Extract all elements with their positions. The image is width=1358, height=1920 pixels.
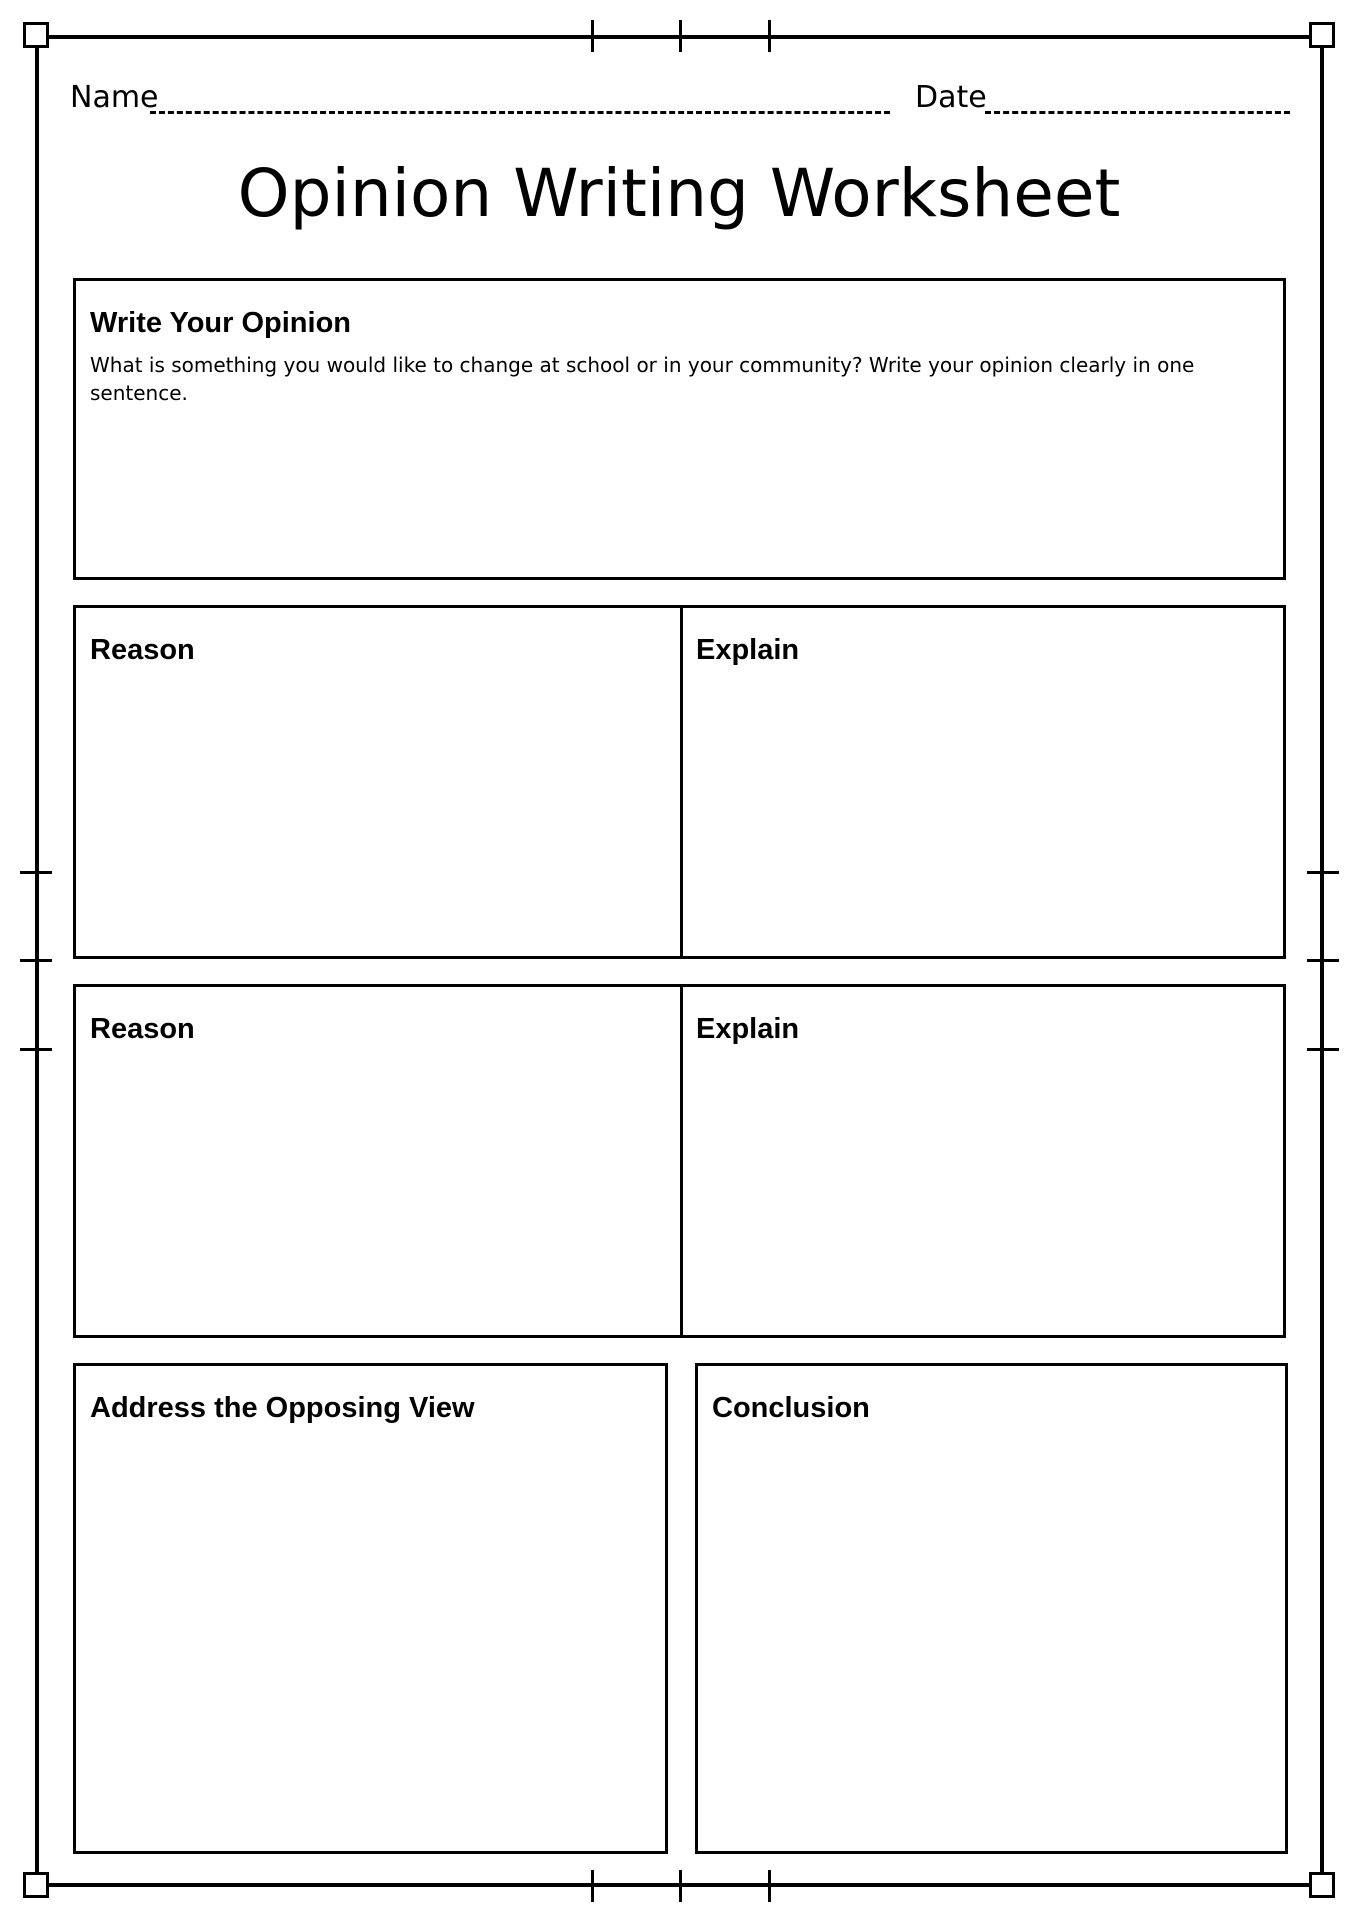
explain-heading-2: Explain: [696, 1013, 800, 1045]
corner-square-bottom-right: [1309, 1872, 1335, 1898]
opinion-box[interactable]: [73, 278, 1286, 580]
date-label: Date: [915, 80, 987, 115]
frame-tick-bottom: [768, 1870, 771, 1902]
opinion-heading: Write Your Opinion: [90, 307, 351, 339]
date-field[interactable]: [985, 111, 1290, 114]
name-field[interactable]: [150, 111, 890, 114]
reason-explain-row-1: [73, 605, 1286, 959]
opinion-prompt: What is something you would like to change at school or in your community? Write your opinion clearly in one sentence.: [90, 353, 1195, 405]
corner-square-top-right: [1309, 22, 1335, 48]
explain-heading-1: Explain: [696, 634, 800, 666]
frame-tick-right: [1307, 871, 1339, 874]
page-title: Opinion Writing Worksheet: [237, 155, 1121, 232]
frame-tick-right: [1307, 1048, 1339, 1051]
frame-tick-right: [1307, 959, 1339, 962]
frame-tick-top: [679, 20, 682, 52]
frame-tick-bottom: [591, 1870, 594, 1902]
reason-explain-row-2: [73, 984, 1286, 1338]
frame-tick-left: [20, 959, 52, 962]
opposing-view-box[interactable]: [73, 1363, 668, 1854]
row-divider: [680, 987, 683, 1335]
opposing-view-heading: Address the Opposing View: [90, 1392, 475, 1424]
corner-square-top-left: [23, 22, 49, 48]
frame-tick-left: [20, 1048, 52, 1051]
reason-heading-2: Reason: [90, 1013, 195, 1045]
frame-tick-left: [20, 871, 52, 874]
conclusion-heading: Conclusion: [712, 1392, 870, 1424]
frame-tick-bottom: [679, 1870, 682, 1902]
frame-tick-top: [591, 20, 594, 52]
name-label: Name: [70, 80, 159, 115]
corner-square-bottom-left: [23, 1872, 49, 1898]
frame-tick-top: [768, 20, 771, 52]
conclusion-box[interactable]: [695, 1363, 1288, 1854]
reason-heading-1: Reason: [90, 634, 195, 666]
row-divider: [680, 608, 683, 956]
